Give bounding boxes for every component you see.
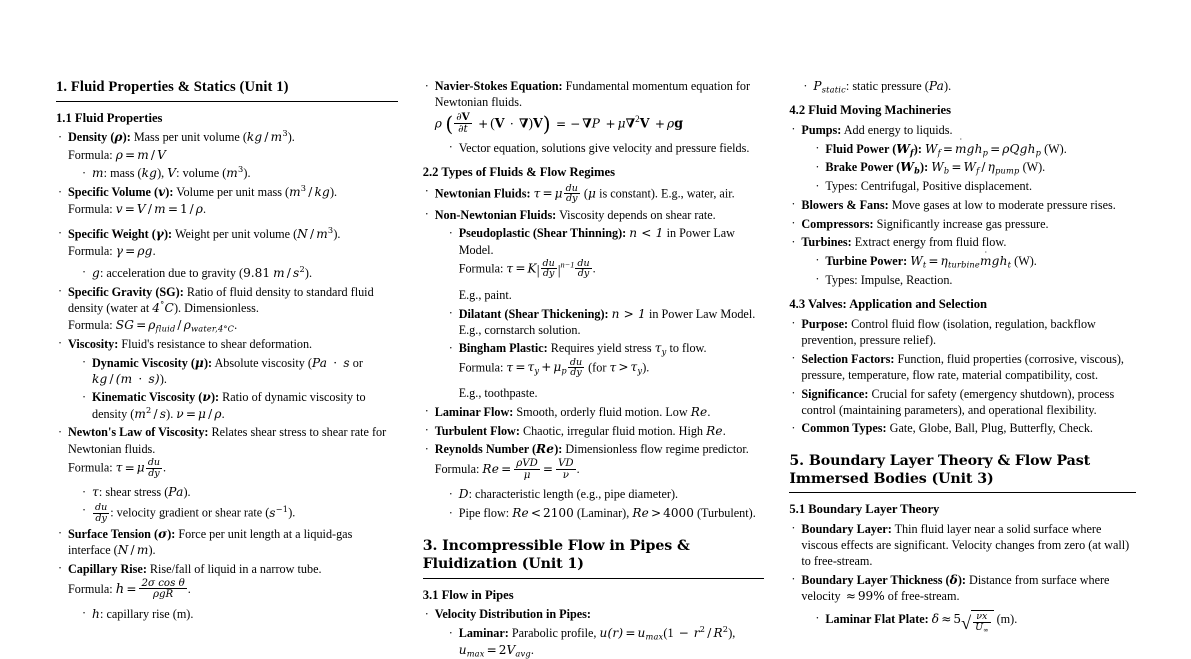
fluid-types-list [423,184,765,522]
bullet-icon: · [791,386,796,401]
bullet-icon: · [58,284,63,299]
bullet-icon: · [791,197,796,212]
list-item-boundary-layer: · Boundary Layer: Thin fluid layer near a solid surface where viscous effects are significant. Velocity changes from zero (at wall) to free-stream. [791,521,1130,569]
bingham-label: Bingham Plastic: [458,341,548,356]
list-item-blowers-fans: · Blowers & Fans: Move gases at low to moderate pressure rises. [791,197,1116,212]
bullet-icon: · [424,423,429,438]
pseudoplastic-example: E.g., paint. [458,287,512,302]
list-item-dynamic-viscosity: · Dynamic Viscosity (μ): Absolute viscosity (Pa · s or kg / (m · s)). [82,355,363,386]
list-item-kinematic-viscosity: · Kinematic Viscosity (ν): Ratio of dynamic viscosity to density $(m^2 / s)$. ν = μ / ρ. [82,389,366,421]
bl-thickness-label: Boundary Layer Thickness (δ): [801,572,966,587]
bullet-icon: · [448,140,453,155]
list-item-specific-weight: · Specific Weight (γ): Weight per unit volume $(N / m^3)$. Formula: γ = ρg. · g: acceleration due to gravity (9.81 m / $s^2$). [58,226,398,282]
list-item-turbine-types: · Types: Impulse, Reaction. [815,272,953,287]
laminar-plate-label: Laminar Flat Plate: [825,612,929,627]
bullet-icon: · [82,265,87,280]
list-item-turbine-power: · Turbine Power: $W_t = \eta_{turbine}$ · mgh$_t$ (W). [815,246,1037,270]
subsection-heading-4-2: 4.2 Fluid Moving Machineries [789,103,951,118]
section-heading-3: 3. Incompressible Flow in Pipes & Fluidization (Unit 1) [422,538,690,573]
list-item-turbulent-flow: · Turbulent Flow: Chaotic, irregular fluid motion. High Re. [424,423,726,438]
reynolds-desc: Dimensionless flow regime predictor. [565,442,749,457]
list-item-pseudoplastic: · Pseudoplastic (Shear Thinning): n < 1 in Power Law Model. Formula: τ = K| $\frac{du}{dy}$ $|^{n-1}$ $\frac{du}{dy}$ . E.g., paint. [449,225,765,303]
bullet-icon: · [58,129,63,144]
bullet-icon: · [791,234,796,249]
density-label: Density (ρ): [68,130,131,145]
compressors-label: Compressors: [801,216,874,231]
umax-formula: $u_{max} = 2V_{avg}$. [458,643,534,659]
list-item-selection-factors: · Selection Factors: Function, fluid properties (corrosive, viscous), pressure, temperature, flow rate, material compatibility, cost. [791,351,1124,382]
bullet-icon: · [82,389,87,404]
bullet-icon: · [424,207,429,222]
subsection-heading-4-3: 4.3 Valves: Application and Selection [789,296,988,311]
navier-notes [449,140,765,156]
bullet-icon: · [791,316,796,331]
list-item-static-pressure: · $P_{static}$: static pressure (Pa). [803,78,952,95]
pseudoplastic-label: Pseudoplastic (Shear Thinning): [458,226,627,241]
newtonian-label: Newtonian Fluids: [434,186,531,201]
subsection-heading-1-1: 1.1 Fluid Properties [56,110,163,125]
three-column-layout [56,78,1136,659]
bullet-icon: · [791,216,796,231]
newton-formula: Formula: τ = μ $\frac{du}{dy}$ . [68,456,167,479]
bullet-icon: · [791,420,796,435]
bullet-icon: · [424,184,429,199]
list-item-laminar-flow: · Laminar Flow: Smooth, orderly fluid motion. Low Re. [424,404,711,419]
sg-label: Specific Gravity (SG): [68,284,184,299]
list-item-brake-power: · Brake Power $(W_b)$: $W_b = W_f / \eta_{pump}$ (W). [815,159,1046,176]
navier-stokes-equation: ρ ( $\frac{\partial V}{\partial t}$ + (V · ∇)V) = − ∇P + μ∇$^2$V + ρg [434,111,684,137]
bullet-icon: · [424,441,429,456]
bullet-icon: · [58,226,63,240]
bullet-icon: · [815,178,820,193]
purpose-label: Purpose: [801,316,849,331]
specific-weight-desc: Weight per unit volume [174,226,291,241]
laminar-profile-label: Laminar: [458,626,509,641]
list-item-bingham-plastic: · Bingham Plastic: Requires yield stress $\tau_y$ to flow. Formula: $\tau = \tau_y + \mu_p$ $\frac{du}{dy}$ (for $\tau > \tau_y$). E.g., toothpaste. [449,340,765,401]
turbines-sublist [815,246,1136,288]
list-item-laminar-profile: · Laminar: Parabolic profile, $u(r) = u_{max}(1 - r^2 / R^2)$, $u_{max} = 2V_{avg}$. [449,625,765,658]
column-3 [789,78,1136,634]
section-heading-5: 5. Boundary Layer Theory & Flow Past Immersed Bodies (Unit 3) [789,452,1091,487]
velocity-dist-label: Velocity Distribution in Pipes: [434,607,591,622]
list-item-density: · Density (ρ): Mass per unit volume $(kg / m^3)$. Formula: ρ = m / V · m: mass (kg), V: volume $(m^3)$. [58,129,398,181]
subsection-heading-2-2: 2.2 Types of Fluids & Flow Regimes [422,164,615,179]
bullet-icon: · [448,306,453,321]
list-item-laminar-flat-plate: · Laminar Flat Plate: δ ≈ 5√ $\frac{\nu x}{U_\infty}$ (m). [815,610,1018,634]
bl-thickness-sublist [815,610,1136,632]
bullet-icon: · [815,253,820,268]
gravity-symbol [82,265,398,281]
boundary-layer-list [789,521,1136,633]
list-item-h: · h: capillary rise (m). [82,606,194,621]
selection-label: Selection Factors: [801,351,895,366]
velocity-dist-sublist [449,625,765,658]
specific-weight-label: Specific Weight (γ): [68,226,173,241]
sg-formula: Formula: SG = $\rho_{fluid} / \rho_{water,4^\circ C}$. [68,318,238,334]
bullet-icon: · [791,572,796,587]
capillary-symbols [82,606,398,622]
list-item-fluid-power: · Fluid Power $(W_f)$: $W_f$ = · mgh$_p$ = ρQgh$_p$ (W). [815,134,1067,157]
list-item-tau: · τ: shear stress (Pa). [82,484,191,500]
bullet-icon: · [815,610,820,625]
non-newtonian-sublist [449,225,765,401]
sg-desc: Ratio of fluid density to standard fluid density (water at [68,284,374,315]
turbines-label: Turbines: [801,235,852,250]
column-1 [56,78,398,626]
list-item-specific-volume: · Specific Volume (v): Volume per unit mass $(m^3 / kg)$. Formula: v = V / m = 1 / ρ. [58,184,398,217]
subsection-heading-5-1: 5.1 Boundary Layer Theory [789,502,940,517]
bullet-icon: · [448,625,453,640]
bullet-icon: · [58,424,63,439]
specific-weight-formula: Formula: γ = ρg. [68,243,156,258]
list-item-newtonian-fluids: · Newtonian Fluids: τ = μ $\frac{du}{dy}$ (μ is constant). E.g., water, air. [424,182,735,205]
specific-volume-label: Specific Volume (v): [68,185,174,200]
viscosity-label: Viscosity: [68,336,119,351]
brake-power-label: Brake Power $(W_b)$: [825,160,929,176]
bullet-icon: · [791,122,796,137]
bullet-icon: · [58,184,63,199]
pseudoplastic-n: n < 1 [629,226,664,241]
viscosity-desc: Fluid's resistance to shear deformation. [121,336,313,351]
dilatant-label: Dilatant (Shear Thickening): [458,306,609,321]
common-types-label: Common Types: [801,421,887,436]
list-item-gravity: · g: acceleration due to gravity (9.81 m / $s^2$). [82,263,313,280]
valves-list [789,316,1136,437]
bullet-icon: · [815,272,820,287]
list-item-viscosity [58,336,398,422]
bullet-icon: · [791,351,796,366]
non-newtonian-desc: Viscosity depends on shear rate. [559,207,716,222]
section-rule-1 [56,101,398,102]
static-pressure-list [803,78,1136,94]
list-item-velocity-distribution [425,606,765,658]
power-law-formula: Formula: τ = K| $\frac{du}{dy}$ $|^{n-1}$ $\frac{du}{dy}$ . [458,257,596,280]
list-item-dilatant: · Dilatant (Shear Thickening): n > 1 in Power Law Model. E.g., cornstarch solution. [448,306,756,337]
bullet-icon: · [424,78,429,93]
specific-volume-formula: Formula: v = V / m = 1 / ρ. [68,202,207,217]
bullet-icon: · [448,340,453,355]
newton-desc: Relates shear stress to shear rate for Newtonian fluids. [68,425,387,456]
capillary-formula: Formula: h = $\frac{\text{2σ cos θ}}{\text{ρgR}}$ . [68,577,191,601]
subsection-heading-3-1: 3.1 Flow in Pipes [422,587,514,602]
bullet-icon: · [424,404,429,419]
list-item-surface-tension: · Surface Tension (σ): Force per unit length at a liquid-gas interface (N / m). [58,526,353,558]
navier-label: Navier-Stokes Equation: [434,79,563,93]
column-2 [422,78,765,659]
list-item-valve-purpose: · Purpose: Control fluid flow (isolation, regulation, backflow prevention, pressure relief). [791,316,1096,347]
fluid-properties-list [56,129,398,622]
turbine-power-label: Turbine Power: [825,253,908,268]
list-item-newtons-law [58,424,398,523]
list-item-pipe-flow-criteria: · Pipe flow: Re < 2100 (Laminar), Re > 4000 (Turbulent). [448,505,756,521]
list-item-bl-thickness: · Boundary Layer Thickness (δ): Distance from surface where velocity ≈ 99% of free-stream. · Laminar Flat Plate: δ ≈ 5√ $\frac{\nu x}{U_\infty}$ (m). [791,572,1136,633]
capillary-label: Capillary Rise: [68,561,147,576]
bullet-icon: · [82,355,87,370]
laminar-label: Laminar Flow: [434,404,514,419]
section-heading-1: 1. Fluid Properties & Statics (Unit 1) [56,79,289,95]
bullet-icon: · [58,561,63,576]
significance-label: Significance: [801,386,869,401]
bingham-example: E.g., toothpaste. [458,386,538,401]
pumps-sublist [815,134,1136,195]
density-desc: Mass per unit volume [133,130,240,145]
newton-label: Newton's Law of Viscosity: [68,425,209,440]
pumps-label: Pumps: [801,122,842,137]
bullet-icon: · [58,336,63,351]
list-item-reynolds-number [425,441,765,521]
reynolds-formula: Formula: Re = $\frac{\text{ρVD}}{\mu}$ = $\frac{VD}{\nu}$ . [434,457,580,481]
list-item-compressors: · Compressors: Significantly increase gas pressure. [791,216,1049,231]
navier-desc: Fundamental momentum equation for Newtonian fluids. [434,79,751,110]
bullet-icon: · [448,505,453,520]
bullet-icon: · [448,486,453,501]
reynolds-label: Reynolds Number (Re): [434,442,563,457]
bullet-icon: · [82,165,87,180]
bingham-formula: Formula: $\tau = \tau_y + \mu_p$ $\frac{du}{dy}$ (for $\tau > \tau_y$). [458,356,650,379]
bullet-icon: · [82,484,87,499]
bullet-icon: · [424,606,429,621]
list-item-turbines: · Turbines: Extract energy from fluid flow. · Turbine Power: $W_t = \eta_{turbine}$ · mgh$_t$ (W). · Types: Impulse, Reaction. [791,234,1136,288]
section-rule-3 [423,578,765,579]
viscosity-sublist [82,355,398,422]
list-item-specific-gravity: · Specific Gravity (SG): Ratio of fluid density to standard fluid density (water at 4°C). Dimensionless. Formula: SG = $\rho_{fluid} / \rho_{water,4^\circ C}$. [58,284,398,334]
bullet-icon: · [791,521,796,536]
bullet-icon: · [815,141,820,156]
density-symbols [82,165,398,181]
bullet-icon: · [803,78,808,93]
dilatant-n: n > 1 [611,306,646,321]
fluid-power-label: Fluid Power $(W_f)$: [825,141,922,157]
list-item-navier-note: · Vector equation, solutions give velocity and pressure fields. [448,140,750,155]
list-item-significance: · Significance: Crucial for safety (emergency shutdown), process control (maintaining parameters), and operational flexibility. [791,386,1115,417]
list-item-common-types: · Common Types: Gate, Globe, Ball, Plug, Butterfly, Check. [791,420,1093,436]
list-item-characteristic-length: · D: characteristic length (e.g., pipe diameter). [448,486,679,502]
specific-volume-desc: Volume per unit mass [176,185,282,200]
bullet-icon: · [448,225,453,240]
section-rule-5 [789,492,1136,493]
blowers-label: Blowers & Fans: [801,197,889,212]
list-item-non-newtonian-fluids [425,207,765,402]
sqrt-expression: √ $\frac{\nu x}{U_\infty}$ [961,610,993,632]
capillary-desc: Rise/fall of liquid in a narrow tube. [149,561,322,576]
bullet-icon: · [815,159,820,174]
surface-tension-desc: Force per unit length at a liquid-gas interface [68,526,353,558]
newton-symbols [82,484,398,523]
surface-tension-label: Surface Tension (σ): [68,526,176,541]
list-item-capillary-rise [58,561,398,622]
non-newtonian-label: Non-Newtonian Fluids: [434,207,557,222]
bl-label: Boundary Layer: [801,521,892,536]
bullet-icon: · [58,526,63,541]
navier-stokes-list [423,78,765,156]
reynolds-notes [449,486,765,521]
turbulent-label: Turbulent Flow: [434,423,520,438]
fluid-machinery-list [789,122,1136,288]
list-item-navier-stokes [425,78,765,156]
bullet-icon: · [82,606,87,621]
bullet-icon: · [82,503,87,518]
list-item-velocity-gradient: · $\frac{du}{dy}$ : velocity gradient or shear rate $(s^{-1})$. [82,501,296,524]
flow-in-pipes-list [423,606,765,658]
list-item-pumps: · Pumps: Add energy to liquids. · Fluid Power $(W_f)$: $W_f$ = · mgh$_p$ = ρQgh$_p$ (W). · Brake Power $(W_b)$: $W_b = W_f / \eta_{pump}$ (W). · Types: Centrifugal, Positive displacement. [791,122,1136,194]
density-formula: Formula: ρ = m / V [68,147,167,162]
list-item-pump-types: · Types: Centrifugal, Positive displacement. [815,178,1033,194]
list-item-density-symbols: · m: mass (kg), V: volume $(m^3)$. [82,164,251,181]
